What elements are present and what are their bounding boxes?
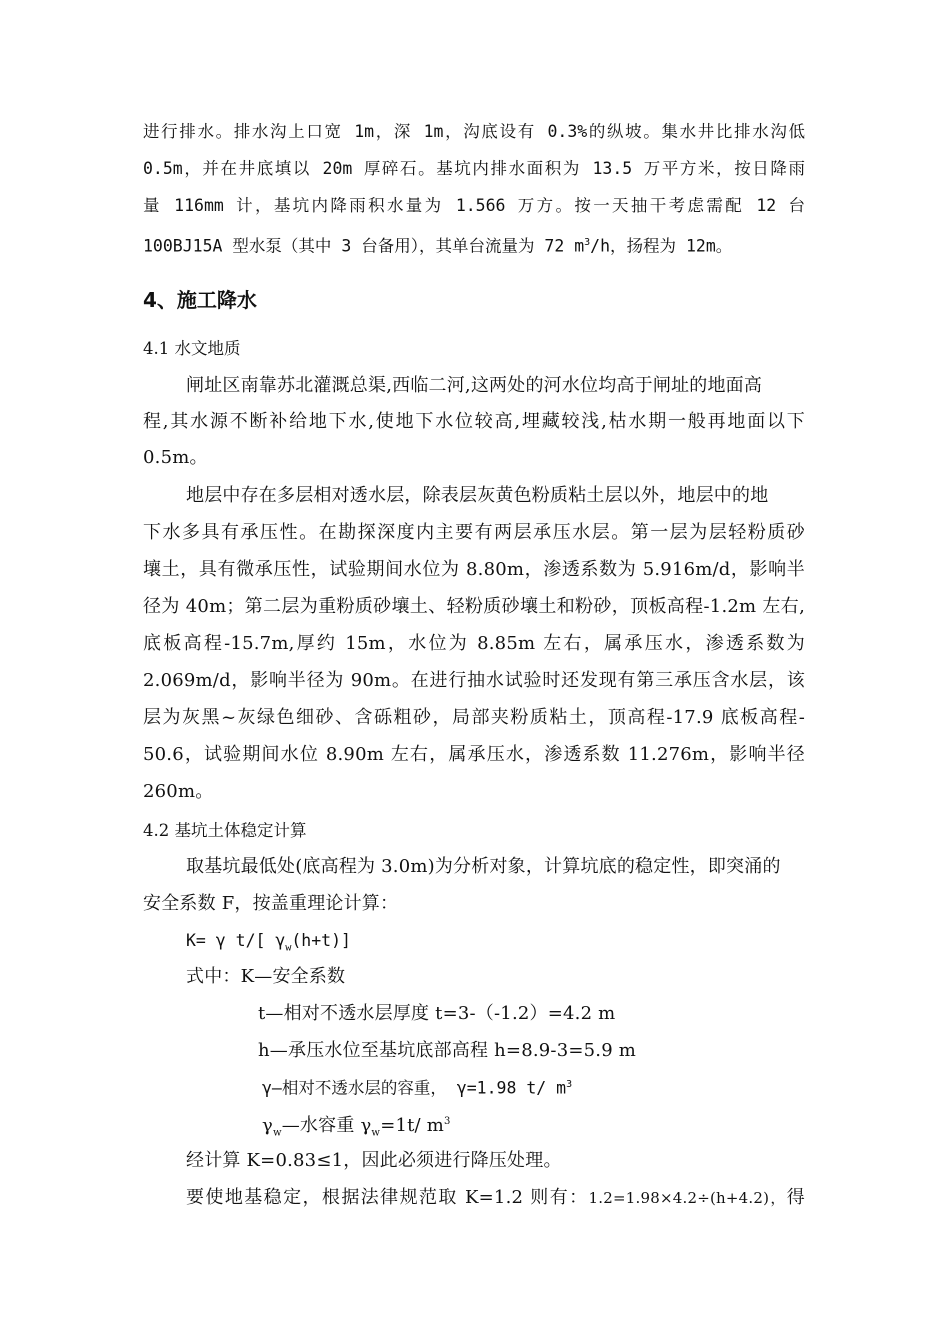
- definition-gamma-w: $\gamma_w—$水容重 $\gamma_w=1t/$ $m^3$: [262, 1115, 451, 1139]
- paragraph-line: 进行排水。排水沟上口宽 1m，深 1m，沟底设有 0.3%的纵坡。集水井比排水沟低: [143, 122, 805, 141]
- formula: K= γ t/[ $\gamma_w(h+t)$]: [186, 931, 351, 954]
- subsection-heading: 4.1 水文地质: [143, 339, 241, 358]
- paragraph-line: 程,其水源不断补给地下水,使地下水位较高,埋藏较浅,枯水期一般再地面以下: [143, 411, 805, 432]
- calculation-result: 经计算 K=0.83≤1，因此必须进行降压处理。: [186, 1150, 562, 1171]
- paragraph-line: 下水多具有承压性。在勘探深度内主要有两层承压水层。第一层为层轻粉质砂: [143, 522, 805, 543]
- paragraph-line: 50.6，试验期间水位 8.90m 左右，属承压水，渗透系数 11.276m，影响半径: [143, 744, 805, 765]
- section-heading: 4、施工降水: [143, 288, 257, 312]
- paragraph-line: 取基坑最低处(底高程为 3.0m)为分析对象，计算坑底的稳定性，即突涌的: [186, 856, 781, 877]
- paragraph-line: 0.5m。: [143, 447, 208, 468]
- paragraph-line: 260m。: [143, 781, 214, 802]
- subsection-heading: 4.2 基坑土体稳定计算: [143, 821, 307, 840]
- paragraph-line: 壤土，具有微承压性，试验期间水位为 8.80m，渗透系数为 5.916m/d，影响半: [143, 559, 805, 580]
- definition-h: h—承压水位至基坑底部高程 h=8.9-3=5.9 m: [258, 1040, 637, 1061]
- definition-gamma: γ—相对不透水层的容重， γ=1.98 t/ $m^3$: [262, 1078, 573, 1098]
- paragraph-line: 0.5m，并在井底填以 20m 厚碎石。基坑内排水面积为 13.5 万平方米，按日降雨: [143, 159, 805, 178]
- paragraph-line: 地层中存在多层相对透水层，除表层灰黄色粉质粘土层以外，地层中的地: [186, 485, 769, 506]
- definition-t: t—相对不透水层厚度 t=3-（-1.2）=4.2 m: [258, 1003, 616, 1024]
- paragraph-line: 径为 40m；第二层为重粉质砂壤土、轻粉质砂壤土和粉砂，顶板高程-1.2m 左右,: [143, 596, 805, 617]
- paragraph-line: 底板高程-15.7m,厚约 15m，水位为 8.85m 左右，属承压水，渗透系数为: [143, 633, 805, 654]
- paragraph-line: 量 116mm 计，基坑内降雨积水量为 1.566 万方。按一天抽干考虑需配 12 台: [143, 196, 805, 215]
- paragraph-line: 100BJ15A 型水泵（其中 3 台备用），其单台流量为 72 $m^3/h$，扬程为 12m。: [143, 236, 733, 256]
- paragraph-line: 安全系数 F，按盖重理论计算：: [143, 893, 399, 914]
- paragraph-line: 层为灰黑~灰绿色细砂、含砾粗砂，局部夹粉质粘土，顶高程-17.9 底板高程-: [143, 707, 805, 728]
- paragraph-line: 2.069m/d，影响半径为 90m。在进行抽水试验时还发现有第三承压含水层，该: [143, 670, 805, 691]
- paragraph-line: 闸址区南靠苏北灌溉总渠,西临二河,这两处的河水位均高于闸址的地面高: [186, 375, 763, 396]
- paragraph-line: 要使地基稳定，根据法律规范取 K=1.2 则有：1.2=1.98×4.2÷(h+4.2)，得: [186, 1187, 805, 1208]
- where-clause: 式中：K—安全系数: [186, 966, 346, 987]
